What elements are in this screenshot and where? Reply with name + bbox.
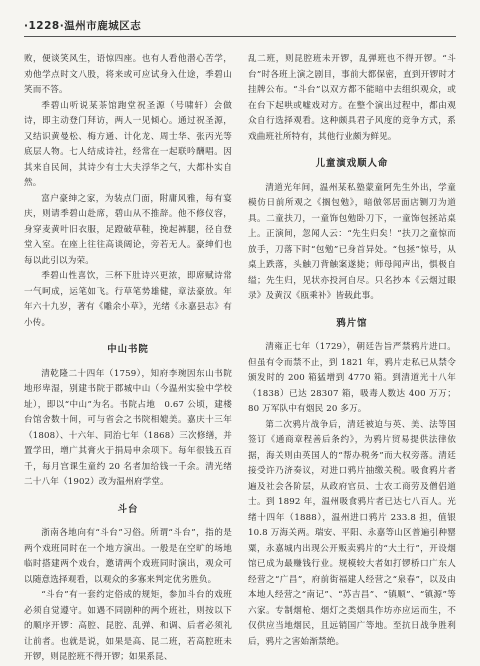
paragraph: 清雍正七年（1729），朝廷告旨严禁鸦片进口。但虽有令而禁不止，到 1821 年，鸦片走私已从禁令颁发时的 200 箱猛增到 4770 箱。到清道光十八年（1838）已达 28307 箱，吸毒人数达 400 万万；80 万军队中有烟民 20 多万。 bbox=[248, 342, 456, 414]
paragraph: 富户豪绅之家，为装点门面，附庸风雅，每有宴庆，则请季碧山赴席，碧山从不推辞。他不修仪容，身穿麦黄叶旧衣服，足蹬破草鞋，挽起裤腿，径自登堂入室。在座上往往高谈阔论，旁若无人。豪绅们也每以此引以为荣。 bbox=[24, 193, 232, 266]
right-column bbox=[248, 52, 456, 650]
left-column bbox=[24, 52, 232, 666]
section-heading-children-play: 儿童演戏顺人命 bbox=[315, 158, 389, 169]
paragraph: 清乾隆二十四年（1759），知府李琬因东山书院地形卑湿，别建书院于郡城中山（今温州实验中学校址），即以“中山”为名。书院占地 0.67 公顷，建楼台馆舍数十间，可与省会之书院相媲美。嘉庆十三年（1808）、十六年、同治七年（1868）三次修缮，并置学田，增广其膏火于捐局申余项下。每年很钱五百千，每月宫课生童约 20 名者加给钱一千余。清光绪二十八年（1902）改为温州府学堂。 bbox=[24, 368, 232, 487]
paragraph: 浙南各地向有“斗台”习俗。所谓“斗台”，指的是两个戏班同时在一个地方演出。一般是在空旷的场地临时搭建两个戏台，邀请两个戏班同时演出，观众可以随意选择观看，以观众的多寡来判定优劣胜负。 bbox=[24, 528, 232, 585]
header-rule bbox=[24, 36, 456, 37]
paragraph: 乱二班，则昆腔班未开锣，乱弹班也不得开锣。“斗台”时各班上演之剧目，事前大都保密，直到开锣时才挂牌公布。“斗台”以双方都不能暗中去组织观众，或在台下起哄或嘘戏对方。在整个演出过程中，都由观众自行选择观看。这种颇具君子风度的竞争方式，系戏曲班社所特有，其他行业颇为鲜见。 bbox=[248, 54, 456, 142]
section-heading-doutai: 斗台 bbox=[117, 503, 139, 515]
paragraph: 季碧山听说某茶馆跑堂祝圣源（号啸轩）会做诗，即主动登门拜访，两人一见倾心。通过祝圣源，又结识黄曼松、梅方通、计化龙、周士华、张丙光等底层人物。七人结成诗社，经常在一起联吟酬唱。因其来自民间，其诗少有士大夫浮华之气，大都朴实自然。 bbox=[24, 100, 232, 188]
paragraph: 季碧山性喜饮，三杯下肚诗兴更浓，即席赋诗常一气呵成，运笔如飞。行草笔势雄健，章法豪放。年年六十九岁，著有《雕余小草》，光绪《永嘉县志》有小传。 bbox=[24, 271, 232, 328]
paragraph: 败，便谈笑风生，语惊四座。也有人看他潜心苦学，劝他学点时文八股，将来或可应试身入仕途，季碧山笑而不答。 bbox=[24, 54, 232, 95]
section-heading-opium-den: 鸦片馆 bbox=[336, 317, 368, 329]
paragraph: 清道光年间，温州某私塾蒙童阿先生外出，学童模仿日前所观之《搁包勉》，暗倣邻居面店铡刀为道具。二童扶刀，一童饰包勉卧刀下，一童饰包拯站桌上。正演间，忽闻人云：“先生归矣！”扶刀之童惊而放手，刀落下时“包勉”已身首异处。“包拯”惊号，从桌上跌落，头触刀背触案遂毙；师母闻声出，惧极自缢；先生归，见状亦投河自尽。只名抄本《云烟过眼录》及黄汉《瓯乘补》皆载此事。 bbox=[248, 182, 456, 301]
paragraph: “斗台”有一套约定俗成的规矩，参加斗台的戏班必须自觉遵守。如遇不同剧种的两个班社，则按以下的顺序开锣：高腔、昆腔、乱弹、和调、后者必须礼让前者。也就是说，如果是高、昆二班，若高腔班未开锣，则昆腔班不得开锣；如果系昆、 bbox=[24, 590, 232, 662]
running-header: ·1228·温州市鹿城区志 bbox=[24, 20, 142, 32]
section-heading-shuyuan: 中山书院 bbox=[107, 344, 149, 355]
paragraph: 第二次鸦片战争后，清廷被迫与英、美、法等国签订《通商章程善后条约》，为鸦片贸易提供法律依据，海关则由英国人的“帮办税务”而大权旁落。清廷接受许乃济奏议，对进口鸦片抽缴关税。吸食鸦片者遍及社会各阶层，从政府官员、士农工商劳及僧侣道士。到 1892 年，温州吸食鸦片者已达七八百人。光绪十四年（1888），温州进口鸦片 233.8 担，值银 10.8 万海关两。瑞安、平阳、永嘉等山区普遍引种罂粟，永嘉城内出现公开贩卖鸦片的“大土行”，开设烟馆已成为最赚钱行业。规模较大者如打锣桥口广东人经营之“广昌”，府前街福建人经营之“泉春”，以及由本地人经营之“南记”、“苏吉昌”、“镇顺”、“镇源”等六家。专制烟枪、烟灯之类烟具作坊亦应运而生，不仅供应当地烟民，且远销国广等地。至抗日战争胜利后，鸦片之害始渐禁绝。 bbox=[248, 419, 456, 647]
